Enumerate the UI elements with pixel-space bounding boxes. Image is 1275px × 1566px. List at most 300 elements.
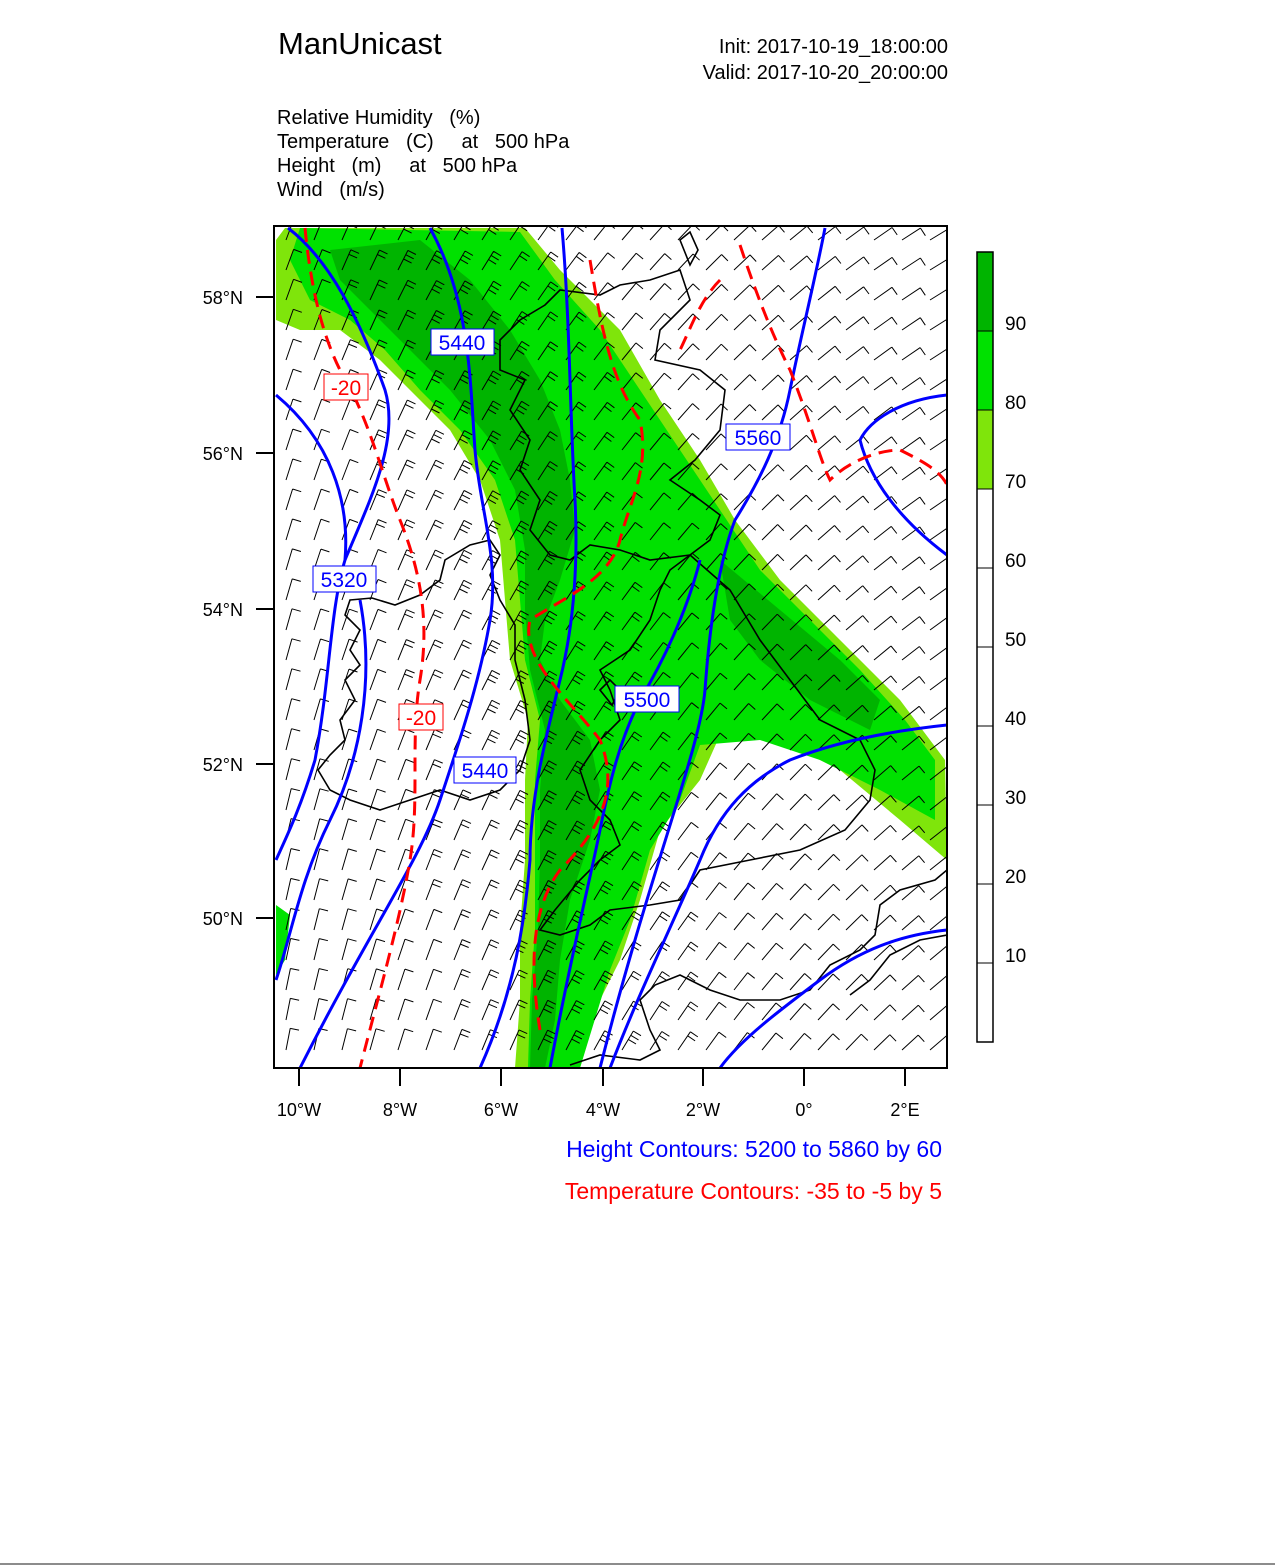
wind-barb [930,498,953,510]
wind-barb [790,435,812,450]
wind-barb [314,489,330,510]
wind-barb [370,669,386,690]
colorbar-label: 40 [1005,709,1027,730]
wind-barb [902,228,925,240]
wind-barb [902,258,925,270]
wind-barb [930,707,953,720]
wind-barb [818,286,841,300]
wind-barb [902,288,925,300]
wind-barb [622,283,643,300]
wind-barb [874,855,896,870]
wind-barb [426,880,442,901]
wind-barb [398,640,415,660]
wind-barb [426,670,443,690]
wind-barb [426,999,442,1020]
wind-barb [790,884,812,900]
wind-barb [790,555,812,570]
rh-colorbar [977,252,1026,1042]
wind-barb [398,490,415,510]
field-temperature: Temperature (C) at 500 hPa [277,131,570,153]
wind-barb [874,526,897,540]
wind-barb [930,528,953,541]
lat-tick [203,288,274,308]
wind-barb [678,1032,698,1050]
wind-barb [538,222,558,240]
wind-barb [370,400,387,420]
wind-barb [874,287,897,300]
lat-tick [203,444,274,464]
wind-barb [286,699,300,720]
wind-barb [846,347,869,360]
wind-barb [762,285,784,300]
wind-barb [370,729,386,750]
wind-barb [818,795,840,810]
wind-barb [314,939,328,960]
valid-time: Valid: 2017-10-20_20:00:00 [702,62,948,84]
wind-barb [482,700,500,720]
wind-barb [846,915,868,930]
rh-shading [276,228,947,1068]
wind-barb [706,913,727,931]
wind-barb [762,1033,783,1050]
svg-text:6°W: 6°W [483,1100,519,1120]
wind-barb [706,404,728,420]
wind-barb [678,1002,698,1020]
lon-tick [484,1068,518,1120]
wind-barb [846,795,868,810]
lon-tick [686,1068,720,1120]
wind-barb [734,943,755,960]
wind-barb [902,378,925,391]
wind-barb [762,226,785,241]
wind-barb [818,376,841,390]
wind-barb [790,794,812,810]
wind-barb [902,647,925,661]
height-label [454,757,516,783]
wind-barb [902,975,924,990]
wind-barb [370,1029,385,1050]
wind-barb [286,369,302,390]
wind-barb [678,404,699,420]
svg-text:54°N: 54°N [202,600,243,620]
wind-barb [426,430,444,450]
wind-barb [902,348,925,360]
wind-barb [818,585,840,600]
wind-barb [902,1005,924,1020]
svg-text:0°: 0° [795,1100,813,1120]
wind-barb [482,970,499,990]
wind-barb [398,999,413,1020]
wind-barb [734,375,756,390]
wind-barb [342,999,356,1020]
wind-barb [930,916,953,930]
wind-barb [790,1033,811,1050]
wind-barb [314,399,330,420]
wind-barb [286,639,301,660]
wind-barb [930,318,953,330]
wind-barb [874,975,896,990]
wind-barb [482,850,499,870]
wind-barb [650,912,670,930]
wind-barb [706,255,728,271]
wind-barb [874,556,897,570]
svg-text:5320: 5320 [320,569,368,592]
wind-barb [286,879,300,901]
height-label [726,424,790,450]
wind-barb [874,1005,896,1020]
field-height: Height (m) at 500 hPa [277,155,518,177]
temp-label [324,374,368,400]
wind-barb [874,586,897,600]
svg-text:58°N: 58°N [202,288,243,308]
wind-barb [902,1035,924,1050]
wind-barb [874,646,897,660]
svg-text:52°N: 52°N [202,755,243,775]
wind-barb [902,437,925,450]
wind-barb [734,464,756,480]
wind-barb [762,255,785,270]
wind-barb [874,467,897,480]
wind-barb [342,819,357,840]
colorbar-label: 20 [1005,867,1027,888]
wind-barb [846,1034,868,1050]
wind-barb [734,973,755,990]
wind-barb [902,676,925,690]
svg-text:56°N: 56°N [202,444,243,464]
longitude-axis [277,1068,920,1120]
wind-barb [818,316,841,330]
wind-barb [902,467,925,480]
wind-barb [874,257,897,270]
wind-barb [650,373,671,390]
colorbar-label: 10 [1005,946,1027,967]
field-wind: Wind (m/s) [277,179,385,201]
wind-barb [818,914,840,930]
wind-barb [454,1000,470,1021]
svg-text:5560: 5560 [734,427,782,450]
wind-barb [370,609,386,630]
wind-barb [370,520,387,540]
wind-barb [286,339,302,360]
wind-barb [314,519,330,540]
svg-text:5440: 5440 [461,760,509,783]
wind-barb [342,489,358,510]
wind-barb [370,819,385,840]
wind-barb [734,883,755,900]
wind-barb [902,557,925,570]
wind-barb [734,405,756,421]
init-time: Init: 2017-10-19_18:00:00 [718,36,948,58]
wind-barb [846,974,868,990]
wind-barb [818,496,841,510]
wind-barb [426,909,442,930]
wind-barb [874,377,897,390]
svg-text:2°W: 2°W [685,1100,721,1120]
wind-barb [426,1029,442,1050]
svg-text:-20: -20 [330,377,362,400]
wind-barb [454,850,471,870]
wind-barb [398,939,414,960]
wind-barb [874,616,897,630]
wind-barb [482,910,499,930]
height-label [431,329,494,355]
wind-barb [818,406,841,420]
wind-barb [370,699,386,720]
wind-barb [482,880,499,900]
wind-barb [902,318,925,330]
page-bottom-border [0,1563,1275,1565]
wind-barb [930,259,954,271]
lat-tick [203,755,274,775]
wind-barb [706,284,728,300]
wind-barb [902,856,925,870]
wind-barb [818,884,840,900]
wind-barb [426,550,444,570]
wind-barb [286,609,301,630]
wind-barb [818,944,840,960]
wind-barb [622,313,643,330]
colorbar-label: 70 [1005,472,1027,493]
wind-barb [286,759,300,780]
wind-barb [706,972,726,990]
wind-barb [734,1003,755,1020]
wind-barb [930,617,953,630]
wind-barb [930,438,953,450]
wind-barb [846,855,868,870]
wind-barb [930,1006,953,1020]
wind-barb [482,670,500,690]
wind-barb [370,639,386,660]
wind-barb [650,254,671,270]
wind-barb [342,430,358,451]
lon-tick [277,1068,321,1120]
wind-barb [286,519,301,540]
wind-barb [818,1004,840,1020]
lon-tick [383,1068,417,1120]
wind-barb [818,256,841,270]
wind-barb [762,525,784,541]
wind-barb [286,669,301,690]
wind-barb [846,616,869,630]
wind-barb [846,526,869,540]
wind-barb [342,699,358,720]
height-label [615,686,679,712]
wind-barb [790,764,812,780]
wind-barb [370,849,385,870]
wind-barb [874,1035,896,1050]
wind-barb [818,555,840,570]
wind-barb [342,879,357,900]
wind-barb [874,347,897,360]
wind-barb [286,998,299,1020]
wind-barb [846,317,869,330]
wind-barb [734,345,756,360]
wind-barb [734,763,755,780]
wind-barb [902,587,925,600]
latitude-axis [203,288,274,929]
colorbar-label: 50 [1005,630,1027,651]
temperature-contour-note: Temperature Contours: -35 to -5 by 5 [564,1178,942,1204]
wind-barb [790,944,811,960]
wind-barb [846,586,869,600]
field-rh: Relative Humidity (%) [277,107,481,129]
svg-text:8°W: 8°W [382,1100,418,1120]
wind-barb [818,346,841,360]
wind-barb [846,406,869,420]
wind-barb [706,1032,726,1050]
lat-tick [203,909,274,929]
model-title: ManUnicast [278,26,442,61]
wind-barb [426,939,442,960]
wind-barb [454,1029,470,1050]
wind-barb [930,288,954,300]
lat-tick [203,600,274,620]
wind-barb [874,825,896,840]
wind-barb [342,849,357,870]
wind-barb [902,916,925,930]
wind-barb [342,340,359,360]
svg-text:5440: 5440 [438,332,486,355]
wind-barb [454,520,472,540]
colorbar-label: 60 [1005,551,1027,572]
wind-barb [734,285,756,300]
wind-barb [930,737,953,750]
wind-barb [930,647,953,660]
wind-barb [930,976,953,990]
colorbar-label: 90 [1005,314,1027,335]
wind-barb [482,730,500,750]
wind-barb [314,879,328,900]
wind-barb [818,227,841,241]
wind-barb [678,374,699,390]
wind-barb [734,913,755,930]
wind-barb [510,731,528,751]
wind-barb [454,580,472,600]
wind-barb [818,436,841,450]
wind-barb [286,579,301,600]
wind-barb [846,436,869,450]
wind-barb [594,283,615,300]
wind-barb [678,822,698,840]
colorbar-segment [977,252,993,331]
wind-barb [454,970,471,991]
wind-barb [342,1029,356,1050]
svg-text:2°E: 2°E [890,1100,920,1120]
wind-barb [286,849,300,870]
wind-barb [286,489,301,510]
wind-barb [818,1034,840,1050]
wind-barb [342,460,358,481]
wind-barb [790,346,813,360]
colorbar-segment [977,331,993,410]
colorbar-segment [977,489,993,1042]
wind-barb [762,824,783,840]
wind-barb [678,942,698,960]
height-contour-note: Height Contours: 5200 to 5860 by 60 [566,1136,942,1162]
wind-barb [818,526,841,541]
wind-barb [482,1000,499,1020]
wind-barb [930,856,953,870]
wind-barb [426,640,443,660]
wind-barb [398,730,414,751]
wind-barb [874,885,896,900]
wind-barb [846,556,869,570]
wind-barb [846,227,869,240]
wind-barb [426,969,442,990]
lon-tick [586,1068,620,1120]
wind-barb [370,879,385,900]
wind-barb [286,729,300,750]
svg-text:4°W: 4°W [585,1100,621,1120]
wind-barb [286,1028,299,1050]
wind-barb [454,880,471,900]
wind-barb [846,377,869,391]
wind-barb [706,942,726,960]
wind-barb [454,910,471,930]
wind-barb [398,670,415,690]
wind-barb [398,1029,413,1050]
wind-barb [790,465,812,480]
wind-barb [790,316,813,330]
wind-barb [706,344,728,360]
wind-barb [930,946,953,960]
wind-barb [930,378,953,390]
wind-barb [734,793,755,810]
wind-barb [454,610,472,630]
wind-barb [454,640,472,660]
wind-barb [762,883,783,900]
wind-barb [678,912,698,930]
wind-barb [902,407,925,420]
wind-barb [398,400,416,420]
wind-barb [342,939,357,960]
wind-barb [398,580,415,600]
wind-barb [650,343,671,360]
wind-barb [650,1002,670,1021]
wind-barb [930,677,953,690]
wind-barb [930,229,954,240]
wind-barb [482,940,499,960]
wind-barb [426,760,443,780]
wind-barb [286,969,299,991]
colorbar-label: 30 [1005,788,1027,809]
colorbar-segment [977,410,993,489]
wind-barb [762,973,783,990]
wind-barb [874,228,897,241]
wind-barb [930,408,953,420]
wind-barb [930,886,953,900]
wind-barb [426,730,443,750]
wind-barb [846,287,869,300]
wind-barb [454,940,471,960]
wind-barb [594,253,615,270]
wind-barb [846,466,869,480]
wind-barb [902,617,925,630]
svg-text:10°W: 10°W [276,1100,322,1120]
wind-barb [846,257,869,270]
svg-text:5500: 5500 [623,689,671,712]
wind-barb [454,820,471,840]
wind-barb [426,850,442,871]
wind-barb [874,317,897,330]
wind-barb [930,348,953,360]
wind-barb [454,670,472,690]
wind-barb [482,820,500,840]
wind-barb [846,1004,868,1020]
svg-text:50°N: 50°N [202,909,243,929]
wind-barb [706,763,727,780]
wind-barb [342,909,357,930]
